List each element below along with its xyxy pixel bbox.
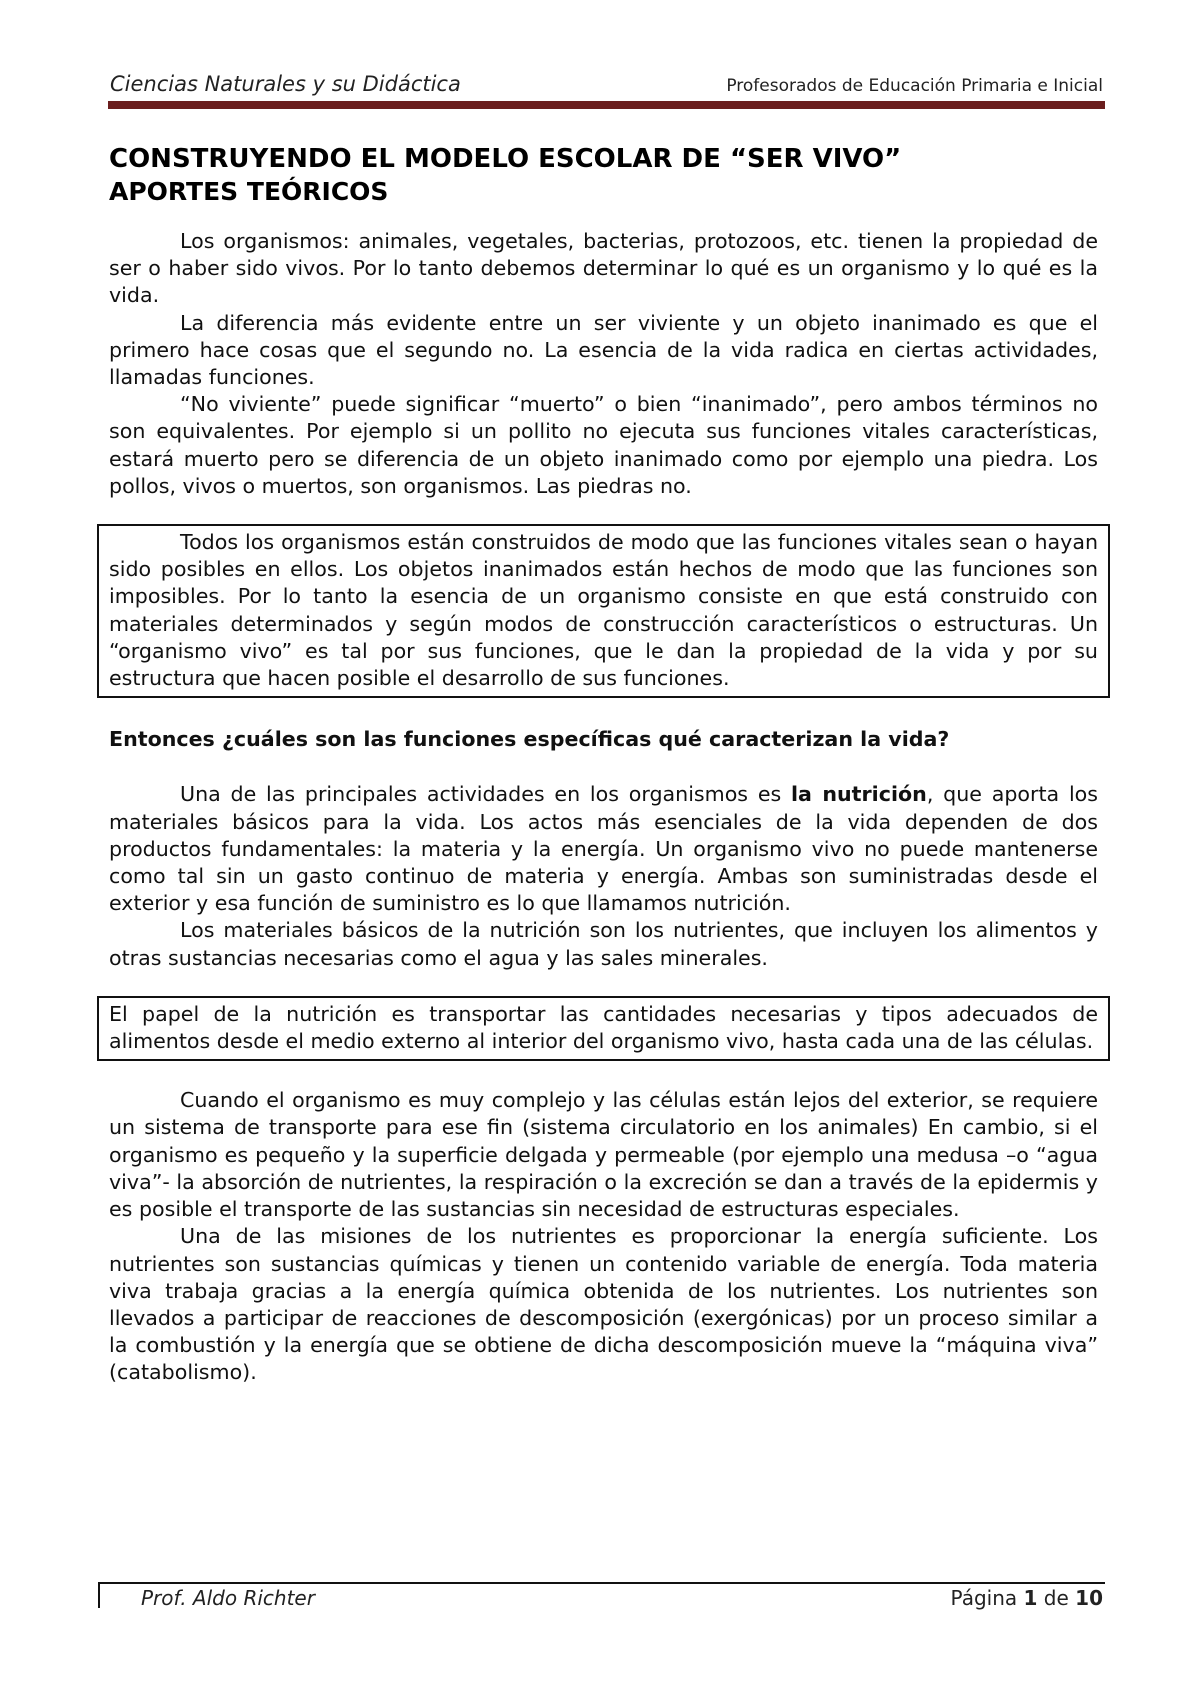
nutrition-text-before: Una de las principales actividades en los organismos es <box>180 782 791 807</box>
nutrition-text-after: , que aporta los materiales básicos para la vida. Los actos más esenciales de la vida dependen de dos productos fundamentales: la materia y la energía. Un organismo vivo no puede mantenerse como tal sin un gasto continuo de materia y energía. Ambas son suministradas desde el exterior y esa función de suministro es lo que llamamos nutrición. <box>109 782 1099 916</box>
highlight-box-organisms <box>97 524 1110 698</box>
highlight-box-nutrition <box>97 996 1110 1061</box>
page-of: de <box>1043 1586 1069 1610</box>
box-paragraph-nutrition: El papel de la nutrición es transportar las cantidades necesarias y tipos adecuados de alimentos desde el medio externo al interior del organismo vivo, hasta cada una de las células. <box>109 1001 1098 1054</box>
document-body <box>109 142 1098 1387</box>
page-total: 10 <box>1075 1586 1103 1610</box>
paragraph-organisms: Los organismos: animales, vegetales, bacterias, protozoos, etc. tienen la propiedad de ser o haber sido vivos. Por lo tanto debemos determinar lo qué es un organismo y lo qué es la vida. <box>109 229 1098 308</box>
paragraph-nutrients: Los materiales básicos de la nutrición son los nutrientes, que incluyen los alimentos y otras sustancias necesarias como el agua y las sales minerales. <box>109 918 1098 970</box>
page-title: CONSTRUYENDO EL MODELO ESCOLAR DE “SER VIVO” <box>109 144 902 174</box>
page-number <box>951 1586 1103 1610</box>
footer-rule-vertical <box>98 1582 100 1608</box>
header-program: Profesorados de Educación Primaria e Inicial <box>726 76 1103 96</box>
header-course: Ciencias Naturales y su Didáctica <box>110 72 461 96</box>
page-header <box>108 70 1105 104</box>
section-question: Entonces ¿cuáles son las funciones específicas qué caracterizan la vida? <box>109 727 950 752</box>
paragraph-nutrition <box>109 781 1098 917</box>
nutrition-bold: la nutrición <box>791 782 927 807</box>
paragraph-transport: Cuando el organismo es muy complejo y las células están lejos del exterior, se requiere un sistema de transporte para ese fin (sistema circulatorio en los animales) En cambio, si el organismo es pequeño y la superficie delgada y permeable (por ejemplo una medusa –o “agua viva”- la absorción de nutrientes, la respiración o la excreción se dan a través de la epidermis y es posible el transporte de las sustancias sin necesidad de estructuras especiales. <box>109 1088 1098 1222</box>
box-paragraph-organisms: Todos los organismos están construidos de modo que las funciones vitales sean o hayan sido posibles en ellos. Los objetos inanimados están hechos de modo que las funciones son imposibles. Por lo tanto la esencia de un organismo consiste en que está construido con materiales determinados y según modos de construcción característicos o estructuras. Un “organismo vivo” es tal por sus funciones, que le dan la propiedad de la vida y por su estructura que hacen posible el desarrollo de sus funciones. <box>109 530 1098 691</box>
paragraph-difference: La diferencia más evidente entre un ser viviente y un objeto inanimado es que el primero hace cosas que el segundo no. La esencia de la vida radica en ciertas actividades, llamadas funciones. <box>109 310 1098 390</box>
page-subtitle: APORTES TEÓRICOS <box>109 177 389 206</box>
page-current: 1 <box>1023 1586 1038 1610</box>
header-rule <box>108 101 1105 109</box>
page-footer <box>98 1582 1105 1612</box>
paragraph-non-living: “No viviente” puede significar “muerto” o bien “inanimado”, pero ambos términos no son equivalentes. Por ejemplo si un pollito no ejecuta sus funciones vitales características, estará muerto pero se diferencia de un objeto inanimado como por ejemplo una piedra. Los pollos, vivos o muertos, son organismos. Las piedras no. <box>109 392 1098 498</box>
page-label: Página <box>950 1586 1018 1610</box>
paragraph-energy: Una de las misiones de los nutrientes es proporcionar la energía suficiente. Los nutrientes son sustancias químicas y tienen un contenido variable de energía. Toda materia viva trabaja gracias a la energía química obtenida de los nutrientes. Los nutrientes son llevados a participar de reacciones de descomposición (exergónicas) por un proceso similar a la combustión y la energía que se obtiene de dicha descomposición mueve la “máquina viva” (catabolismo). <box>109 1224 1098 1385</box>
footer-author: Prof. Aldo Richter <box>141 1586 315 1610</box>
footer-rule <box>98 1582 1105 1584</box>
